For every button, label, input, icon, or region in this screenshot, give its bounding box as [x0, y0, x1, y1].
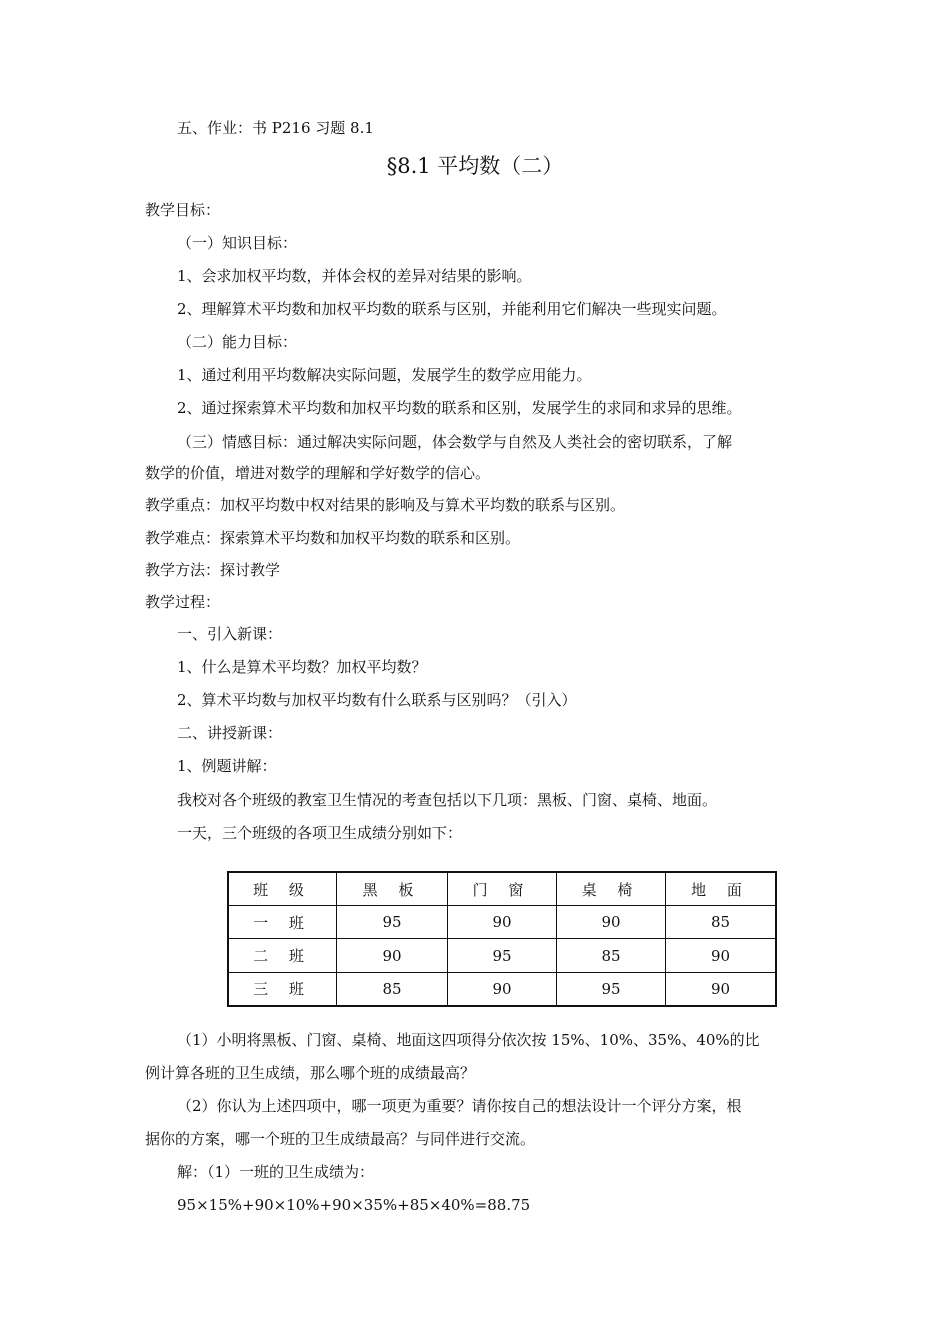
- ability-item-2: 2、通过探索算术平均数和加权平均数的联系和区别，发展学生的求同和求异的思维。: [177, 399, 742, 417]
- table-cell: 85: [337, 972, 448, 1006]
- knowledge-item-1: 1、会求加权平均数，并体会权的差异对结果的影响。: [177, 267, 532, 285]
- table-row: [228, 906, 776, 939]
- problem-1-line-2: 例计算各班的卫生成绩，那么哪个班的成绩最高？: [145, 1064, 476, 1082]
- ability-item-1: 1、通过利用平均数解决实际问题，发展学生的数学应用能力。: [177, 366, 592, 384]
- problem-2-line-1: （2）你认为上述四项中，哪一项更为重要？请你按自己的想法设计一个评分方案，根: [177, 1097, 742, 1115]
- emotion-line-1: （三）情感目标：通过解决实际问题，体会数学与自然及人类社会的密切联系，了解: [177, 433, 733, 451]
- example-line-1: 我校对各个班级的教室卫生情况的考查包括以下几项：黑板、门窗、桌椅、地面。: [177, 791, 718, 809]
- intro-heading: 一、引入新课：: [177, 625, 283, 643]
- page-title: §8.1 平均数（二）: [386, 154, 564, 178]
- table-row: [228, 939, 776, 972]
- emotion-line-2: 数学的价值，增进对数学的理解和学好数学的信心。: [145, 464, 491, 482]
- intro-question-1: 1、什么是算术平均数？加权平均数？: [177, 658, 427, 676]
- problem-2-line-2: 据你的方案，哪一个班的卫生成绩最高？与同伴进行交流。: [145, 1130, 536, 1148]
- ability-heading: （二）能力目标：: [177, 333, 298, 351]
- intro-question-2: 2、算术平均数与加权平均数有什么联系与区别吗？（引入）: [177, 691, 577, 709]
- table-header-cell: 地 面: [666, 872, 777, 906]
- table-cell: 90: [448, 972, 557, 1006]
- homework-line: 五、作业：书 P216 习题 8.1: [177, 119, 374, 137]
- table-header-cell: 门 窗: [448, 872, 557, 906]
- problem-1-line-1: （1）小明将黑板、门窗、桌椅、地面这四项得分依次按 15%、10%、35%、40%的比: [177, 1031, 760, 1049]
- knowledge-heading: （一）知识目标：: [177, 234, 298, 252]
- table-header-cell: 黑 板: [337, 872, 448, 906]
- solution-line: 解：（1）一班的卫生成绩为：: [177, 1163, 375, 1181]
- table-cell: 95: [337, 906, 448, 939]
- table-cell: 90: [557, 906, 666, 939]
- table-cell: 一 班: [228, 906, 337, 939]
- table-cell: 95: [448, 939, 557, 972]
- table-header-row: [228, 872, 776, 906]
- difficulty: 教学难点：探索算术平均数和加权平均数的联系和区别。: [145, 529, 521, 547]
- key-point: 教学重点：加权平均数中权对结果的影响及与算术平均数的联系与区别。: [145, 496, 626, 514]
- table-cell: 95: [557, 972, 666, 1006]
- table-cell: 二 班: [228, 939, 337, 972]
- table-cell: 三 班: [228, 972, 337, 1006]
- table-row: [228, 972, 776, 1006]
- table-cell: 85: [557, 939, 666, 972]
- example-heading: 1、例题讲解：: [177, 757, 277, 775]
- teach-heading: 二、讲授新课：: [177, 724, 283, 742]
- table-cell: 90: [666, 972, 777, 1006]
- table-header-cell: 桌 椅: [557, 872, 666, 906]
- table-header-cell: 班 级: [228, 872, 337, 906]
- table-cell: 90: [337, 939, 448, 972]
- objectives-heading: 教学目标：: [145, 201, 221, 219]
- table-cell: 90: [448, 906, 557, 939]
- method: 教学方法：探讨教学: [145, 561, 281, 579]
- table-cell: 85: [666, 906, 777, 939]
- table-cell: 90: [666, 939, 777, 972]
- knowledge-item-2: 2、理解算术平均数和加权平均数的联系与区别，并能利用它们解决一些现实问题。: [177, 300, 727, 318]
- hygiene-score-table: [227, 871, 777, 1007]
- calculation-line: 95×15%+90×10%+90×35%+85×40%=88.75: [177, 1196, 531, 1214]
- example-line-2: 一天，三个班级的各项卫生成绩分别如下：: [177, 824, 463, 842]
- process-heading: 教学过程：: [145, 593, 221, 611]
